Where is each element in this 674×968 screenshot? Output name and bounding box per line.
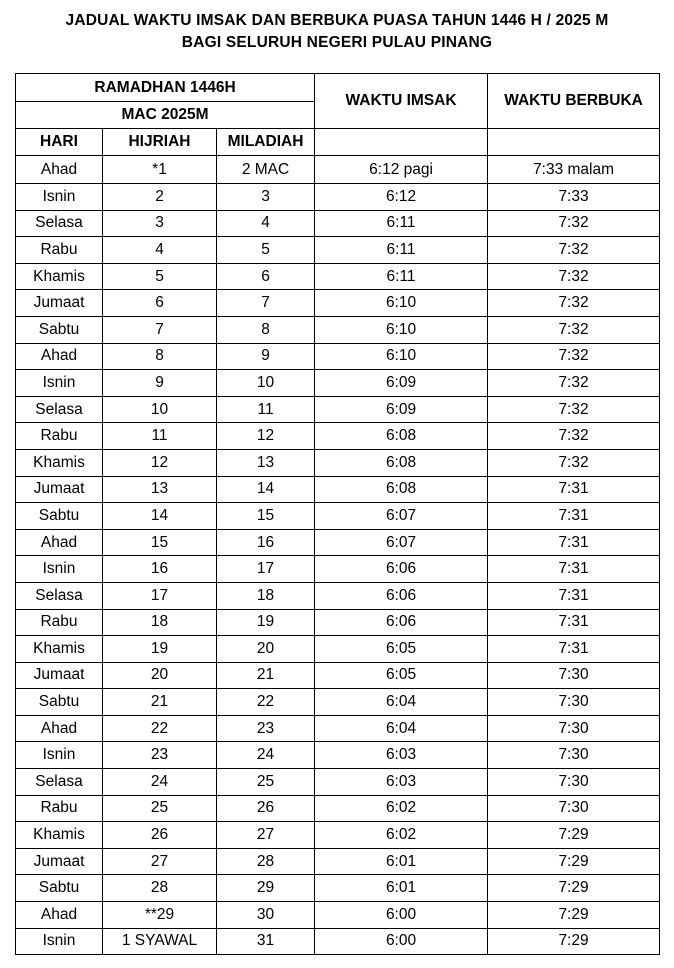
month-header: MAC 2025M (16, 102, 315, 129)
miladiah-date-cell: 21 (217, 662, 315, 689)
day-cell: Rabu (16, 237, 103, 264)
berbuka-time-cell: 7:32 (488, 396, 660, 423)
imsak-time-cell: 6:08 (315, 423, 488, 450)
table-row (16, 636, 660, 663)
day-cell: Khamis (16, 822, 103, 849)
miladiah-date-cell: 24 (217, 742, 315, 769)
berbuka-time-cell: 7:30 (488, 689, 660, 716)
imsak-time-cell: 6:10 (315, 343, 488, 370)
hijriah-date-cell: 7 (103, 316, 217, 343)
table-row (16, 715, 660, 742)
day-cell: Sabtu (16, 689, 103, 716)
imsak-header-blank (315, 129, 488, 156)
berbuka-time-cell: 7:30 (488, 795, 660, 822)
miladiah-date-cell: 20 (217, 636, 315, 663)
table-row (16, 476, 660, 503)
miladiah-date-cell: 9 (217, 343, 315, 370)
day-cell: Jumaat (16, 848, 103, 875)
ramadhan-header: RAMADHAN 1446H (16, 74, 315, 102)
table-row (16, 316, 660, 343)
table-row (16, 423, 660, 450)
miladiah-date-cell: 15 (217, 503, 315, 530)
table-row (16, 822, 660, 849)
berbuka-column-header: WAKTU BERBUKA (488, 74, 660, 129)
day-cell: Rabu (16, 795, 103, 822)
document-subtitle: BAGI SELURUH NEGERI PULAU PINANG (181, 34, 493, 51)
day-cell: Selasa (16, 582, 103, 609)
imsak-time-cell: 6:01 (315, 875, 488, 902)
miladiah-date-cell: 26 (217, 795, 315, 822)
hijriah-date-cell: 5 (103, 263, 217, 290)
day-cell: Ahad (16, 902, 103, 929)
imsak-time-cell: 6:11 (315, 263, 488, 290)
hijriah-date-cell: 1 SYAWAL (103, 928, 217, 955)
hijriah-date-cell: 9 (103, 370, 217, 397)
table-row (16, 795, 660, 822)
hijriah-date-cell: 15 (103, 529, 217, 556)
hijriah-date-cell: 18 (103, 609, 217, 636)
imsak-time-cell: 6:04 (315, 715, 488, 742)
miladiah-date-cell: 19 (217, 609, 315, 636)
hijriah-date-cell: 17 (103, 582, 217, 609)
miladiah-date-cell: 27 (217, 822, 315, 849)
berbuka-time-cell: 7:32 (488, 237, 660, 264)
day-cell: Isnin (16, 184, 103, 211)
table-row (16, 582, 660, 609)
day-cell: Ahad (16, 156, 103, 184)
table-row (16, 875, 660, 902)
table-row (16, 156, 660, 184)
imsak-time-cell: 6:12 pagi (315, 156, 488, 184)
imsak-time-cell: 6:05 (315, 636, 488, 663)
imsak-time-cell: 6:01 (315, 848, 488, 875)
berbuka-time-cell: 7:32 (488, 423, 660, 450)
imsak-time-cell: 6:04 (315, 689, 488, 716)
miladiah-date-cell: 30 (217, 902, 315, 929)
day-cell: Khamis (16, 449, 103, 476)
berbuka-time-cell: 7:30 (488, 715, 660, 742)
miladiah-date-cell: 31 (217, 928, 315, 955)
imsak-time-cell: 6:03 (315, 742, 488, 769)
table-row (16, 263, 660, 290)
table-row (16, 902, 660, 929)
imsak-time-cell: 6:09 (315, 396, 488, 423)
imsak-time-cell: 6:08 (315, 449, 488, 476)
imsak-column-header: WAKTU IMSAK (315, 74, 488, 129)
miladiah-date-cell: 23 (217, 715, 315, 742)
imsak-time-cell: 6:11 (315, 237, 488, 264)
miladiah-date-cell: 5 (217, 237, 315, 264)
day-cell: Rabu (16, 423, 103, 450)
berbuka-time-cell: 7:31 (488, 556, 660, 583)
hijriah-date-cell: *1 (103, 156, 217, 184)
day-cell: Sabtu (16, 316, 103, 343)
berbuka-time-cell: 7:30 (488, 662, 660, 689)
table-row (16, 210, 660, 237)
hijriah-date-cell: 16 (103, 556, 217, 583)
day-cell: Rabu (16, 609, 103, 636)
berbuka-time-cell: 7:32 (488, 343, 660, 370)
miladiah-date-cell: 29 (217, 875, 315, 902)
imsak-time-cell: 6:11 (315, 210, 488, 237)
hijriah-date-cell: 23 (103, 742, 217, 769)
imsak-time-cell: 6:00 (315, 902, 488, 929)
miladiah-date-cell: 4 (217, 210, 315, 237)
miladiah-date-cell: 6 (217, 263, 315, 290)
day-cell: Isnin (16, 742, 103, 769)
day-cell: Jumaat (16, 662, 103, 689)
miladiah-date-cell: 13 (217, 449, 315, 476)
imsak-time-cell: 6:06 (315, 556, 488, 583)
hijriah-date-cell: 14 (103, 503, 217, 530)
imsak-time-cell: 6:10 (315, 316, 488, 343)
day-cell: Khamis (16, 636, 103, 663)
imsak-time-cell: 6:08 (315, 476, 488, 503)
document-title: JADUAL WAKTU IMSAK DAN BERBUKA PUASA TAHUN 1446 H / 2025 M (65, 12, 609, 29)
day-cell: Sabtu (16, 875, 103, 902)
miladiah-date-cell: 25 (217, 769, 315, 796)
schedule-rows (16, 156, 660, 955)
table-row (16, 742, 660, 769)
hijriah-date-cell: 25 (103, 795, 217, 822)
day-cell: Ahad (16, 529, 103, 556)
table-row (16, 370, 660, 397)
miladiah-date-cell: 28 (217, 848, 315, 875)
berbuka-time-cell: 7:31 (488, 636, 660, 663)
day-cell: Ahad (16, 715, 103, 742)
miladiah-date-cell: 18 (217, 582, 315, 609)
schedule-table (15, 73, 660, 955)
imsak-time-cell: 6:02 (315, 822, 488, 849)
imsak-time-cell: 6:07 (315, 529, 488, 556)
table-row (16, 769, 660, 796)
berbuka-time-cell: 7:31 (488, 503, 660, 530)
day-cell: Sabtu (16, 503, 103, 530)
berbuka-time-cell: 7:33 (488, 184, 660, 211)
table-row (16, 689, 660, 716)
table-row (16, 662, 660, 689)
miladiah-date-cell: 14 (217, 476, 315, 503)
day-cell: Selasa (16, 210, 103, 237)
imsak-time-cell: 6:09 (315, 370, 488, 397)
day-cell: Isnin (16, 928, 103, 955)
day-cell: Jumaat (16, 476, 103, 503)
hijriah-date-cell: 11 (103, 423, 217, 450)
day-cell: Khamis (16, 263, 103, 290)
table-row (16, 556, 660, 583)
hijriah-date-cell: 21 (103, 689, 217, 716)
table-row (16, 609, 660, 636)
berbuka-time-cell: 7:31 (488, 476, 660, 503)
imsak-time-cell: 6:10 (315, 290, 488, 317)
table-row (16, 184, 660, 211)
hijriah-date-cell: 4 (103, 237, 217, 264)
berbuka-time-cell: 7:32 (488, 210, 660, 237)
imsak-time-cell: 6:12 (315, 184, 488, 211)
hijriah-date-cell: 24 (103, 769, 217, 796)
hijriah-date-cell: **29 (103, 902, 217, 929)
berbuka-time-cell: 7:31 (488, 529, 660, 556)
miladiah-date-cell: 10 (217, 370, 315, 397)
imsak-time-cell: 6:06 (315, 609, 488, 636)
day-cell: Selasa (16, 769, 103, 796)
miladiah-date-cell: 11 (217, 396, 315, 423)
day-cell: Isnin (16, 370, 103, 397)
day-cell: Ahad (16, 343, 103, 370)
day-cell: Selasa (16, 396, 103, 423)
hijriah-date-cell: 26 (103, 822, 217, 849)
berbuka-time-cell: 7:32 (488, 290, 660, 317)
berbuka-time-cell: 7:30 (488, 769, 660, 796)
imsak-time-cell: 6:05 (315, 662, 488, 689)
hari-column-header: HARI (16, 129, 103, 156)
imsak-time-cell: 6:00 (315, 928, 488, 955)
hijriah-date-cell: 8 (103, 343, 217, 370)
table-row (16, 237, 660, 264)
table-row (16, 529, 660, 556)
hijriah-date-cell: 22 (103, 715, 217, 742)
hijriah-date-cell: 12 (103, 449, 217, 476)
table-row (16, 396, 660, 423)
miladiah-column-header: MILADIAH (217, 129, 315, 156)
berbuka-time-cell: 7:31 (488, 582, 660, 609)
day-cell: Jumaat (16, 290, 103, 317)
berbuka-time-cell: 7:32 (488, 263, 660, 290)
miladiah-date-cell: 8 (217, 316, 315, 343)
miladiah-date-cell: 22 (217, 689, 315, 716)
day-cell: Isnin (16, 556, 103, 583)
berbuka-time-cell: 7:33 malam (488, 156, 660, 184)
imsak-time-cell: 6:03 (315, 769, 488, 796)
miladiah-date-cell: 17 (217, 556, 315, 583)
berbuka-time-cell: 7:32 (488, 370, 660, 397)
imsak-time-cell: 6:06 (315, 582, 488, 609)
hijriah-date-cell: 27 (103, 848, 217, 875)
table-row (16, 449, 660, 476)
berbuka-time-cell: 7:29 (488, 928, 660, 955)
hijriah-date-cell: 19 (103, 636, 217, 663)
hijriah-date-cell: 2 (103, 184, 217, 211)
berbuka-time-cell: 7:29 (488, 848, 660, 875)
hijriah-date-cell: 20 (103, 662, 217, 689)
hijriah-date-cell: 6 (103, 290, 217, 317)
hijriah-date-cell: 28 (103, 875, 217, 902)
miladiah-date-cell: 12 (217, 423, 315, 450)
imsak-time-cell: 6:02 (315, 795, 488, 822)
imsak-time-cell: 6:07 (315, 503, 488, 530)
table-row (16, 503, 660, 530)
miladiah-date-cell: 3 (217, 184, 315, 211)
miladiah-date-cell: 7 (217, 290, 315, 317)
berbuka-time-cell: 7:29 (488, 902, 660, 929)
berbuka-header-blank (488, 129, 660, 156)
table-row (16, 928, 660, 955)
hijriah-date-cell: 10 (103, 396, 217, 423)
hijriah-date-cell: 13 (103, 476, 217, 503)
miladiah-date-cell: 2 MAC (217, 156, 315, 184)
table-row (16, 290, 660, 317)
table-row (16, 848, 660, 875)
berbuka-time-cell: 7:32 (488, 316, 660, 343)
berbuka-time-cell: 7:29 (488, 875, 660, 902)
berbuka-time-cell: 7:30 (488, 742, 660, 769)
miladiah-date-cell: 16 (217, 529, 315, 556)
hijriah-date-cell: 3 (103, 210, 217, 237)
berbuka-time-cell: 7:32 (488, 449, 660, 476)
hijriah-column-header: HIJRIAH (103, 129, 217, 156)
berbuka-time-cell: 7:29 (488, 822, 660, 849)
berbuka-time-cell: 7:31 (488, 609, 660, 636)
table-row (16, 343, 660, 370)
